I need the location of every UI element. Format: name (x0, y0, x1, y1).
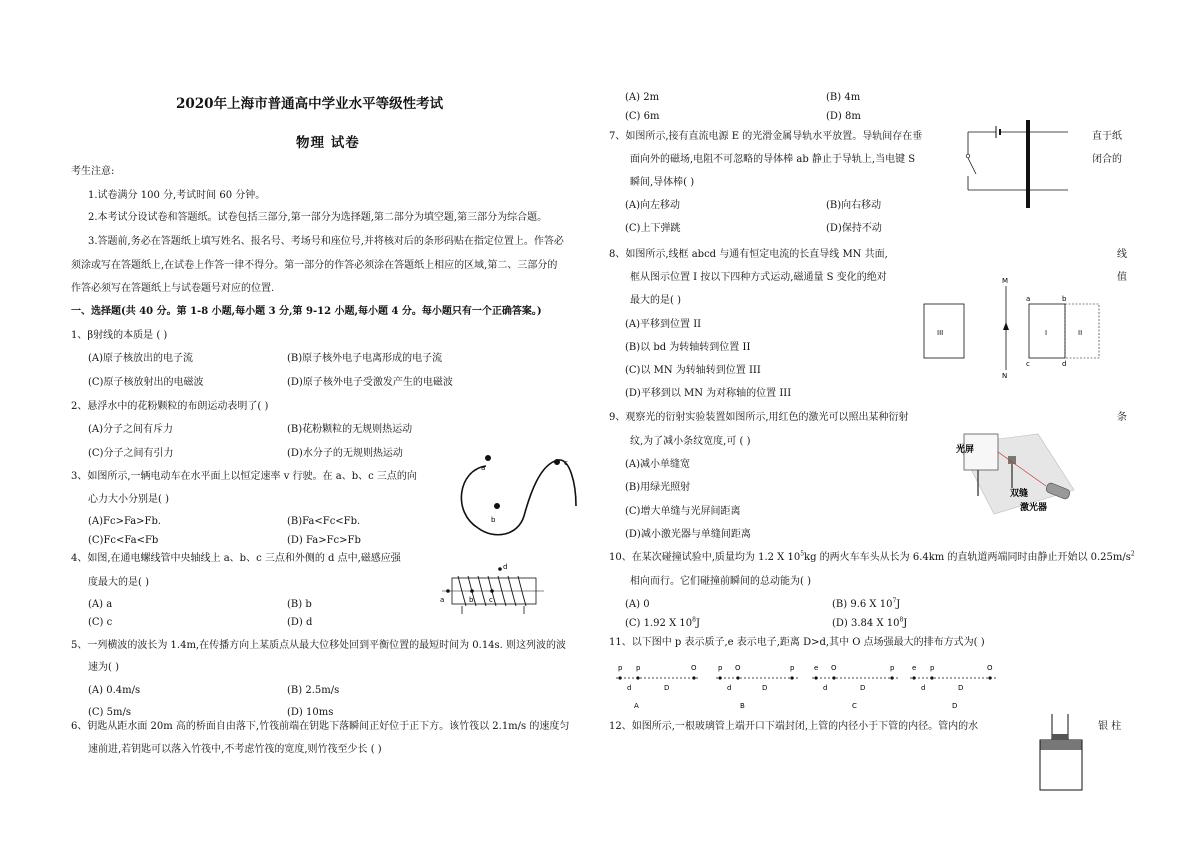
point-o (736, 676, 739, 679)
road-curve (461, 460, 576, 535)
option-c: (C) 6m (625, 111, 660, 122)
option-b (832, 597, 901, 610)
label-big-d: D (664, 684, 670, 692)
point-c (554, 459, 560, 465)
option-a: (A) 0.4m/s (88, 685, 141, 696)
option-d: (D) 8m (826, 111, 861, 122)
notice-item: 1.试卷满分 100 分,考试时间 60 分钟。 (88, 190, 266, 201)
option-a: (A)减小单缝宽 (625, 459, 691, 470)
question-stem: 框从图示位置 I 按以下四种方式运动,磁通量 S 变化的绝对 (630, 272, 887, 283)
label-p: p (890, 664, 895, 672)
label-c: c (1026, 360, 1030, 368)
option-c: (C) 5m/s (88, 707, 131, 718)
question-stem-tail: 闭合的 (1092, 154, 1122, 165)
label-i: I (1045, 329, 1048, 337)
option-c (625, 616, 700, 629)
notice-item: 2.本考试分设试卷和答题纸。试卷包括三部分,第一部分为选择题,第二部分为填空题,第三部分为综合题。 (88, 212, 548, 223)
notice-item: 作答必须写在答题纸上与试卷题号对应的位置. (71, 283, 275, 294)
option-d: (D)保持不动 (826, 223, 882, 234)
arrangement-d (910, 664, 996, 710)
label-a: a (481, 464, 486, 472)
mercury-lower (1041, 740, 1082, 750)
option-c: (C)以 MN 为转轴转到位置 III (625, 365, 761, 376)
option-text: (C) 1.92 X 10 (625, 618, 693, 629)
label-o: O (987, 664, 993, 672)
option-b: (B)原子核外电子电离形成的电子流 (287, 353, 443, 364)
diffraction-apparatus-photo (950, 430, 1082, 522)
option-c: (C) c (88, 617, 113, 628)
label-o: O (691, 664, 697, 672)
question-stem-tail: 值 (1117, 272, 1127, 283)
label-d: d (921, 684, 926, 692)
frame-position-iii (924, 304, 964, 358)
question-stem: 7、如图所示,接有直流电源 E 的光滑金属导轨水平放置。导轨间存在垂 (609, 131, 923, 142)
charge (814, 676, 817, 679)
switch-contact (966, 154, 970, 158)
exponent: 2 (1130, 550, 1135, 558)
unit: J (896, 599, 901, 610)
arrangement-c (812, 664, 898, 710)
solenoid-diagram (436, 560, 546, 616)
charge (930, 676, 933, 679)
charge (912, 676, 915, 679)
exponent: 7 (892, 597, 897, 605)
question-stem: 面向外的磁场,电阻不可忽略的导体棒 ab 静止于导轨上,当电键 S (630, 154, 916, 165)
question-stem: 2、悬浮水中的花粉颗粒的布朗运动表明了( ) (71, 401, 269, 412)
option-text: (B) 9.6 X 10 (832, 599, 893, 610)
option-b: (B)Fa<Fc<Fb. (287, 516, 361, 527)
option-d: (D) d (287, 617, 313, 628)
question-stem: 瞬间,导体棒( ) (630, 177, 695, 188)
label-big-d: D (762, 684, 768, 692)
exponent: 5 (800, 550, 805, 558)
label-b: b (469, 596, 474, 604)
label-laser: 激光器 (1020, 503, 1048, 513)
label-e: e (912, 664, 917, 672)
option-d: (D) Fa>Fc>Fb (287, 535, 361, 546)
page-subtitle: 物理 试卷 (296, 135, 360, 151)
option-d: (D) 10ms (287, 707, 334, 718)
notice-heading: 考生注意: (71, 166, 115, 177)
label-o: O (735, 664, 741, 672)
label-ii: II (1078, 329, 1083, 337)
question-stem: 5、一列横波的波长为 1.4m,在传播方向上某质点从最大位移处回到平衡位置的最短时间为 0.14s. 则这列波的波 (71, 640, 567, 651)
option-d: (D)水分子的无规则热运动 (287, 448, 403, 459)
option-a: (A)分子之间有斥力 (88, 424, 174, 435)
stem-part: 10、在某次碰撞试验中,质量均为 1.2 X 10 (609, 552, 801, 563)
option-d: (D)原子核外电子受激发产生的电磁波 (287, 377, 453, 388)
label-d: d (627, 684, 632, 692)
label-d: d (1062, 360, 1067, 368)
charge-arrangement-diagram (612, 656, 1012, 712)
question-stem: 纹,为了减小条纹宽度,可 ( ) (630, 436, 751, 447)
label-p: p (790, 664, 795, 672)
option-b: (B)向右移动 (826, 200, 882, 211)
charge (636, 676, 639, 679)
label-a: a (1026, 295, 1031, 303)
label-p: p (718, 664, 723, 672)
charge (718, 676, 721, 679)
option-label: A (634, 702, 639, 710)
option-a: (A)平移到位置 II (625, 319, 702, 330)
label-iii: III (937, 329, 944, 337)
exponent: 8 (692, 616, 696, 624)
option-b: (B)用绿光照射 (625, 482, 691, 493)
exponent: 8 (899, 616, 904, 624)
arrangement-b (716, 664, 798, 710)
question-stem: 3、如图所示,一辆电动车在水平面上以恒定速率 v 行驶。在 a、b、c 三点的向 (71, 471, 417, 482)
question-stem-tail: 线 (1117, 249, 1127, 260)
label-p: p (636, 664, 641, 672)
label-p: p (618, 664, 623, 672)
question-stem-tail: 条 (1117, 412, 1127, 423)
label-n: N (1002, 372, 1008, 380)
label-m: M (1002, 277, 1009, 285)
charge (790, 676, 793, 679)
curved-road-diagram (448, 444, 588, 544)
section-heading: 一、选择题(共 40 分。第 1-8 小题,每小题 3 分,第 9-12 小题,每小题 4 分。每小题只有一个正确答案。) (71, 306, 542, 317)
point-o (988, 676, 991, 679)
point-o (832, 676, 835, 679)
unit: J (903, 618, 908, 629)
option-b: (B) b (287, 599, 312, 610)
label-c: c (489, 596, 493, 604)
question-stem: 8、如图所示,线框 abcd 与通有恒定电流的长直导线 MN 共面, (609, 249, 888, 260)
option-c: (C)分子之间有引力 (88, 448, 174, 459)
switch-blade-icon (968, 158, 976, 174)
question-stem: 6、钥匙从距水面 20m 高的桥面自由落下,竹筏前端在钥匙下落瞬间正好位于正下方。该竹筏以 2.1m/s 的速度匀 (71, 721, 570, 732)
option-label: D (952, 702, 958, 710)
option-d (832, 616, 908, 629)
label-b: b (1062, 295, 1067, 303)
option-b: (B)花粉颗粒的无规则热运动 (287, 424, 413, 435)
point-a (485, 455, 491, 461)
unit: J (695, 618, 700, 629)
label-b: b (491, 516, 496, 524)
option-a: (A) a (88, 599, 113, 610)
page-title: 2020年上海市普通高中学业水平等级性考试 (176, 96, 444, 112)
option-a: (A)Fc>Fa>Fb. (88, 516, 162, 527)
point-c (490, 589, 494, 593)
mercury-upper (1052, 734, 1068, 740)
notice-item: 3.答题前,务必在答题纸上填写姓名、报名号、考场号和座位号,并将核对后的条形码贴在指定位置上。作答必 (88, 236, 564, 247)
question-stem: 11、以下图中 p 表示质子,e 表示电子,距离 D>d,其中 O 点场强最大的排布方式为( ) (609, 637, 985, 648)
notice-item: 须涂或写在答题纸上,在试卷上作答一律不得分。第一部分的作答必须涂在答题纸上相应的区域,第二、三部分的 (71, 260, 558, 271)
option-b: (B)以 bd 为转轴转到位置 II (625, 342, 751, 353)
label-big-d: D (958, 684, 964, 692)
question-stem: 度最大的是( ) (88, 577, 149, 588)
charge (890, 676, 893, 679)
question-stem: 1、β射线的本质是 ( ) (71, 330, 168, 341)
glass-tube-diagram (1036, 712, 1096, 792)
arrangement-a (616, 664, 700, 710)
option-d: (D)减小激光器与单缝间距离 (625, 529, 751, 540)
option-a: (A) 0 (625, 599, 650, 610)
label-e: e (814, 664, 819, 672)
question-stem: 9、观察光的衍射实验装置如图所示,用红色的激光可以照出某种衍射 (609, 412, 909, 423)
label-d: d (727, 684, 732, 692)
option-b: (B) 2.5m/s (287, 685, 340, 696)
question-stem: 相向而行。它们碰撞前瞬间的总动能为( ) (630, 576, 811, 587)
option-c: (C)原子核放射出的电磁波 (88, 377, 204, 388)
question-stem-tail: 银 柱 (1098, 721, 1122, 732)
option-a: (A)向左移动 (625, 200, 681, 211)
question-stem: 4、如图,在通电螺线管中央轴线上 a、b、c 三点和外侧的 d 点中,磁感应强 (71, 553, 401, 564)
option-c: (C)Fc<Fa<Fb (88, 535, 159, 546)
point-a (446, 589, 450, 593)
question-stem: 速前进,若钥匙可以落入竹筏中,不考虑竹筏的宽度,则竹筏至少长 ( ) (88, 744, 382, 755)
loop-wire-diagram (918, 274, 1118, 380)
label-screen: 光屏 (956, 445, 975, 455)
label-c: c (564, 459, 568, 467)
option-text: (D) 3.84 X 10 (832, 618, 900, 629)
label-d: d (823, 684, 828, 692)
question-stem: 速为( ) (88, 662, 119, 673)
question-stem-tail: 直于纸 (1092, 131, 1122, 142)
option-a: (A)原子核放出的电子流 (88, 353, 194, 364)
point-o (692, 676, 695, 679)
stem-part: kg 的两火车车头从长为 6.4km 的直轨道两端同时由静止开始以 0.25m/s (804, 552, 1131, 563)
question-stem: 心力大小分别是( ) (88, 494, 169, 505)
question-stem (609, 550, 1135, 563)
label-d: d (503, 563, 508, 571)
option-c: (C)上下弹跳 (625, 223, 681, 234)
question-stem: 12、如图所示,一根玻璃管上端开口下端封闭,上管的内径小于下管的内径。管内的水 (609, 721, 979, 732)
conductor-rod (1026, 120, 1030, 208)
option-label: B (740, 702, 745, 710)
charge (618, 676, 621, 679)
current-arrow-icon (1003, 322, 1009, 330)
option-label: C (852, 702, 857, 710)
label-double-slit: 双缝 (1010, 489, 1029, 499)
point-b (470, 589, 474, 593)
label-a: a (440, 596, 445, 604)
label-p: p (930, 664, 935, 672)
label-big-d: D (860, 684, 866, 692)
option-d: (D)平移到以 MN 为对称轴的位置 III (625, 388, 792, 399)
point-b (494, 503, 500, 509)
rail-circuit-diagram (956, 118, 1076, 210)
question-stem: 最大的是( ) (630, 295, 681, 306)
option-b: (B) 4m (826, 92, 861, 103)
label-o: O (831, 664, 837, 672)
option-c: (C)增大单缝与光屏间距离 (625, 506, 741, 517)
option-a: (A) 2m (625, 92, 660, 103)
point-d (498, 567, 502, 571)
